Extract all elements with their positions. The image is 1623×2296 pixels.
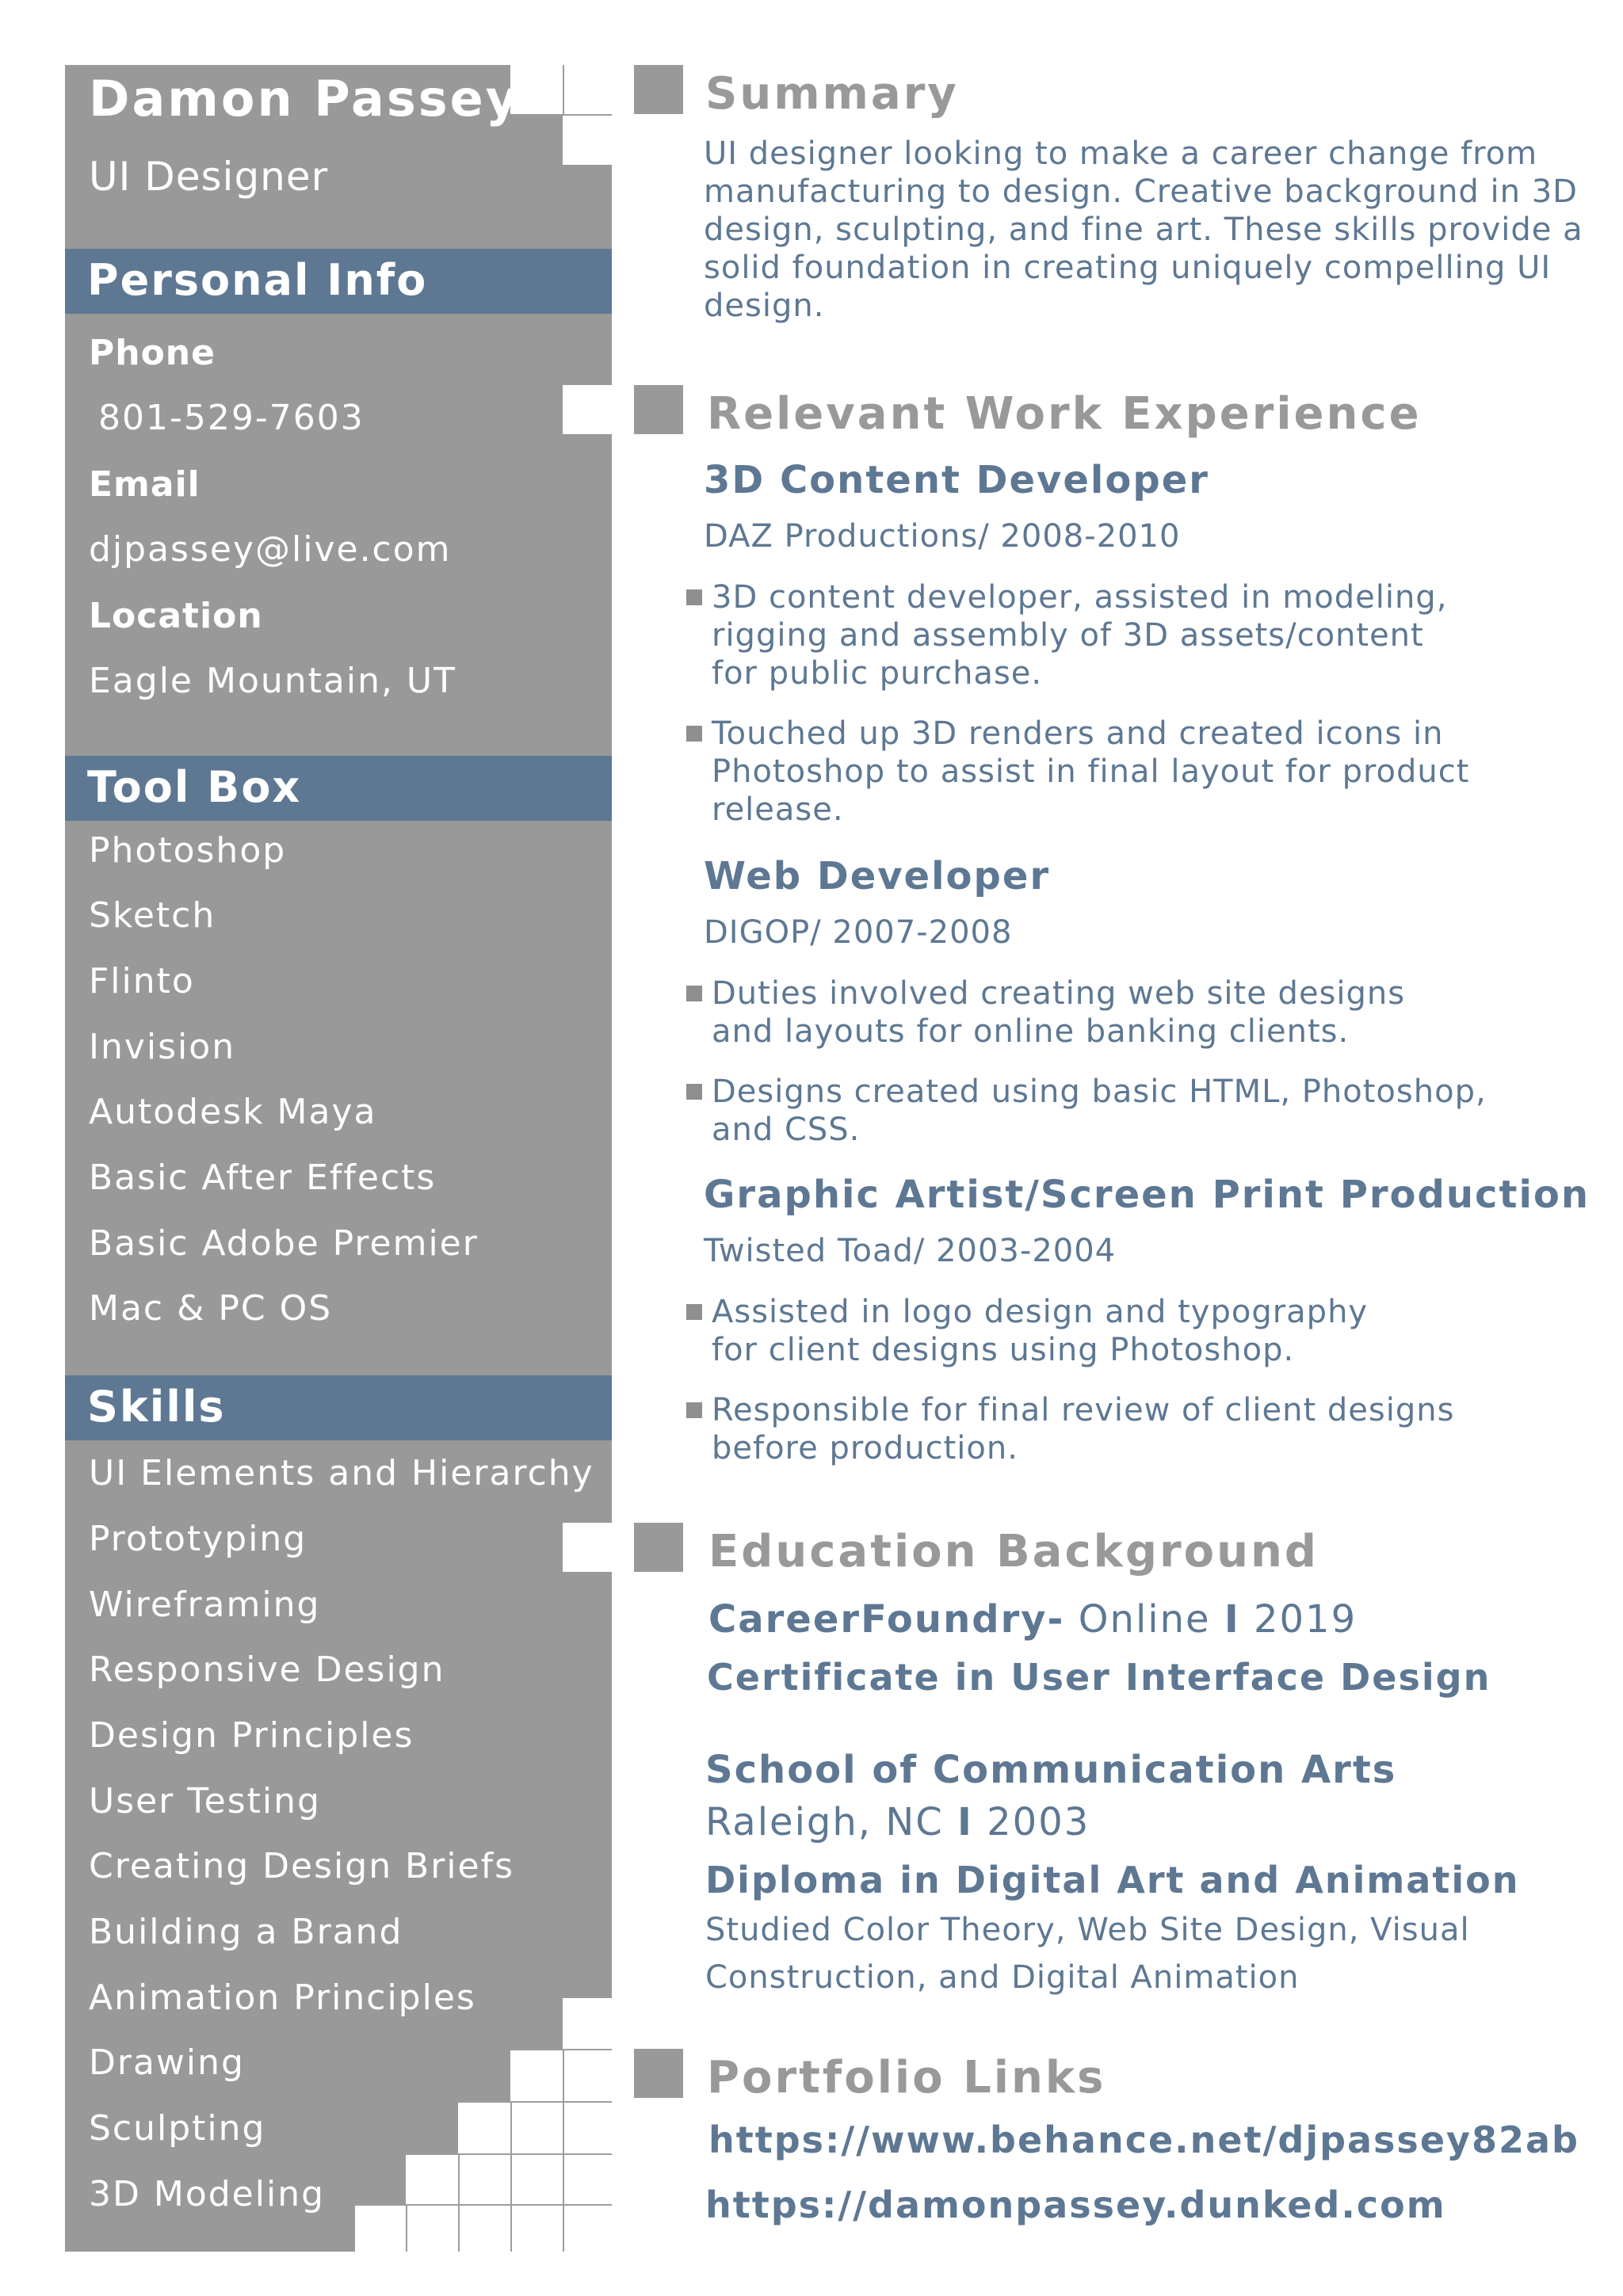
education-year: 2019	[1239, 1597, 1358, 1642]
job-bullet: 3D content developer, assisted in modeling, rigging and assembly of 3D assets/content for public purchase.	[712, 579, 1448, 692]
education-title: Education Background	[708, 1526, 1319, 1577]
summary-line: manufacturing to design. Creative background in 3D	[704, 174, 1578, 210]
toolbox-item: Photoshop	[89, 830, 287, 871]
section-marker-portfolio	[634, 2049, 683, 2098]
job-bullet: Responsible for final review of client designs before production.	[712, 1392, 1455, 1466]
skill-item: 3D Modeling	[89, 2174, 326, 2214]
decor-gridline	[563, 114, 612, 116]
toolbox-item: Mac & PC OS	[89, 1288, 333, 1329]
skill-item: Animation Principles	[89, 1978, 476, 2018]
portfolio-link-dunked[interactable]: https://damonpassey.dunked.com	[705, 2183, 1446, 2226]
education-separator: I	[1224, 1597, 1240, 1642]
skill-item: Creating Design Briefs	[89, 1846, 515, 1886]
job-bullet: Assisted in logo design and typography for client designs using Photoshop.	[712, 1294, 1369, 1368]
summary-title: Summary	[705, 68, 959, 120]
skill-item: Design Principles	[89, 1715, 414, 1756]
education-school: School of Communication Arts	[705, 1748, 1397, 1792]
decor-gridline	[510, 2049, 612, 2050]
decor-gridline	[510, 2101, 512, 2252]
phone-label: Phone	[89, 333, 216, 373]
section-marker-education	[634, 1523, 683, 1572]
decor-notch-grid1	[563, 1998, 612, 2252]
toolbox-item: Sketch	[89, 895, 216, 936]
bullet-marker	[686, 986, 702, 1001]
skill-item: User Testing	[89, 1781, 321, 1821]
education-year: 2003	[972, 1800, 1090, 1844]
education-note: Construction, and Digital Animation	[705, 1959, 1300, 1996]
toolbox-item: Autodesk Maya	[89, 1092, 377, 1132]
decor-gridline	[406, 2204, 407, 2252]
decor-notch-grid3	[458, 2101, 514, 2252]
decor-gridline	[458, 2153, 460, 2252]
section-marker-summary	[634, 65, 683, 114]
toolbox-item: Flinto	[89, 961, 195, 1001]
toolbox-item: Basic Adobe Premier	[89, 1223, 479, 1264]
job-bullet: Duties involved creating web site designs and layouts for online banking clients.	[712, 975, 1406, 1050]
summary-line: UI designer looking to make a career change from	[704, 135, 1538, 172]
skill-item: UI Elements and Hierarchy	[89, 1453, 594, 1493]
education-entry-header	[708, 1597, 1357, 1642]
bullet-marker	[686, 1402, 702, 1418]
phone-value: 801-529-7603	[98, 398, 365, 438]
education-location: Online	[1064, 1597, 1224, 1642]
education-note: Studied Color Theory, Web Site Design, Visual	[705, 1912, 1470, 1948]
decor-notch-grid5	[355, 2204, 409, 2252]
decor-gridline	[458, 2101, 612, 2103]
summary-line: design, sculpting, and fine art. These skills provide a	[704, 212, 1583, 248]
portfolio-link-behance[interactable]: https://www.behance.net/djpassey82ab	[708, 2119, 1579, 2161]
job-meta: DIGOP/ 2007-2008	[704, 914, 1013, 951]
skill-item: Prototyping	[89, 1519, 307, 1559]
decor-gridline	[563, 2049, 564, 2252]
toolbox-item: Basic After Effects	[89, 1158, 437, 1198]
bullet-marker	[686, 1084, 702, 1100]
location-label: Location	[89, 596, 263, 636]
decor-gridline	[406, 2153, 612, 2155]
skill-item: Wireframing	[89, 1585, 321, 1625]
decor-notch-top2	[563, 114, 612, 165]
job-bullet: Designs created using basic HTML, Photoshop, and CSS.	[712, 1074, 1487, 1148]
skill-item: Drawing	[89, 2042, 245, 2083]
education-separator: I	[957, 1800, 973, 1844]
summary-line: solid foundation in creating uniquely compelling UI	[704, 250, 1552, 286]
bullet-marker	[686, 726, 702, 742]
skill-item: Building a Brand	[89, 1912, 403, 1952]
location-value: Eagle Mountain, UT	[89, 661, 457, 701]
skill-item: Responsive Design	[89, 1650, 445, 1690]
job-title: Web Developer	[704, 854, 1051, 898]
decor-notch-grid2	[510, 2049, 566, 2252]
candidate-name: Damon Passey	[89, 70, 521, 128]
candidate-role: UI Designer	[89, 154, 329, 200]
decor-notch-phone	[563, 385, 612, 434]
experience-title: Relevant Work Experience	[707, 388, 1422, 440]
job-bullet: Touched up 3D renders and created icons in Photoshop to assist in final layout for product release.	[712, 715, 1470, 828]
skills-title: Skills	[87, 1382, 226, 1432]
decor-gridline	[355, 2204, 612, 2206]
job-meta: DAZ Productions/ 2008-2010	[704, 518, 1181, 555]
education-school: CareerFoundry-	[708, 1597, 1065, 1642]
job-title: 3D Content Developer	[704, 458, 1209, 502]
email-label: Email	[89, 464, 200, 505]
education-credential: Certificate in User Interface Design	[707, 1656, 1491, 1699]
job-title: Graphic Artist/Screen Print Production	[704, 1173, 1591, 1217]
education-entry-subheader	[705, 1800, 1090, 1844]
decor-notch-top	[510, 65, 612, 114]
section-marker-experience	[634, 385, 683, 434]
education-location: Raleigh, NC	[705, 1800, 957, 1844]
decor-notch-skills	[563, 1523, 612, 1572]
education-credential: Diploma in Digital Art and Animation	[705, 1859, 1520, 1901]
bullet-marker	[686, 589, 702, 605]
summary-line: design.	[704, 288, 825, 324]
email-value: djpassey@live.com	[89, 529, 452, 570]
decor-notch-grid4	[406, 2153, 461, 2252]
personal-info-title: Personal Info	[87, 255, 428, 305]
toolbox-item: Invision	[89, 1027, 236, 1067]
toolbox-title: Tool Box	[87, 762, 302, 812]
decor-gridline	[563, 65, 564, 114]
skill-item: Sculpting	[89, 2108, 266, 2149]
bullet-marker	[686, 1304, 702, 1320]
job-meta: Twisted Toad/ 2003-2004	[704, 1233, 1117, 1269]
portfolio-title: Portfolio Links	[707, 2052, 1106, 2103]
